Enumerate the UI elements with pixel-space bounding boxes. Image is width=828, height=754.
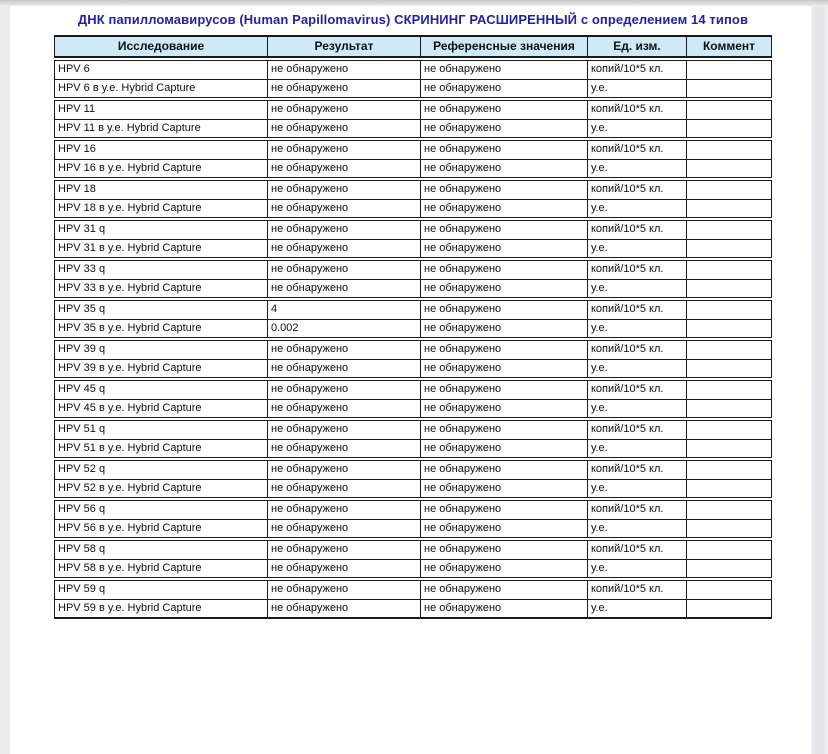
comment-cell bbox=[687, 440, 771, 457]
test-name-cell: HPV 11 в у.е. Hybrid Capture bbox=[55, 120, 268, 137]
comment-cell bbox=[687, 101, 771, 119]
result-cell: не обнаружено bbox=[268, 341, 421, 359]
table-row bbox=[55, 141, 771, 159]
result-cell: не обнаружено bbox=[268, 181, 421, 199]
unit-cell: копий/10*5 кл. bbox=[588, 301, 687, 319]
test-name-cell: HPV 58 q bbox=[55, 541, 268, 559]
reference-cell: не обнаружено bbox=[421, 560, 588, 577]
table-row bbox=[55, 501, 771, 519]
unit-cell: копий/10*5 кл. bbox=[588, 61, 687, 79]
result-cell: не обнаружено bbox=[268, 240, 421, 257]
comment-cell bbox=[687, 360, 771, 377]
results-table-body bbox=[54, 60, 772, 619]
unit-cell: у.е. bbox=[588, 80, 687, 97]
scrollbar[interactable] bbox=[813, 6, 827, 754]
reference-cell: не обнаружено bbox=[421, 381, 588, 399]
header-cell-comment: Коммент bbox=[702, 39, 756, 53]
table-row bbox=[55, 101, 771, 119]
header-cell-result: Результат bbox=[268, 37, 421, 56]
unit-cell: у.е. bbox=[588, 160, 687, 177]
header-cell-study: Исследование bbox=[55, 37, 268, 56]
reference-cell: не обнаружено bbox=[421, 501, 588, 519]
table-row bbox=[55, 359, 771, 377]
test-name-cell: HPV 6 bbox=[55, 61, 268, 79]
unit-cell: копий/10*5 кл. bbox=[588, 261, 687, 279]
table-row bbox=[55, 559, 771, 577]
top-edge-shadow bbox=[0, 0, 828, 6]
reference-cell: не обнаружено bbox=[421, 61, 588, 79]
unit-cell: у.е. bbox=[588, 480, 687, 497]
comment-cell bbox=[687, 141, 771, 159]
comment-cell bbox=[687, 461, 771, 479]
unit-cell: копий/10*5 кл. bbox=[588, 101, 687, 119]
comment-cell bbox=[687, 301, 771, 319]
reference-cell: не обнаружено bbox=[421, 541, 588, 559]
comment-cell bbox=[687, 221, 771, 239]
unit-cell: у.е. bbox=[588, 600, 687, 617]
table-row bbox=[55, 301, 771, 319]
test-name-cell: HPV 59 q bbox=[55, 581, 268, 599]
test-name-cell: HPV 33 в у.е. Hybrid Capture bbox=[55, 280, 268, 297]
comment-cell bbox=[687, 560, 771, 577]
table-row bbox=[55, 319, 771, 337]
result-cell: не обнаружено bbox=[268, 141, 421, 159]
unit-cell: у.е. bbox=[588, 520, 687, 537]
unit-cell: у.е. bbox=[588, 360, 687, 377]
comment-cell bbox=[687, 400, 771, 417]
table-row bbox=[55, 79, 771, 97]
result-cell: не обнаружено bbox=[268, 261, 421, 279]
result-cell: не обнаружено bbox=[268, 501, 421, 519]
comment-cell bbox=[687, 480, 771, 497]
table-row bbox=[55, 381, 771, 399]
reference-cell: не обнаружено bbox=[421, 160, 588, 177]
comment-cell bbox=[687, 381, 771, 399]
test-pair bbox=[54, 380, 772, 418]
table-row bbox=[55, 399, 771, 417]
test-name-cell: HPV 39 в у.е. Hybrid Capture bbox=[55, 360, 268, 377]
table-row bbox=[55, 261, 771, 279]
unit-cell: у.е. bbox=[588, 320, 687, 337]
table-row bbox=[55, 581, 771, 599]
reference-cell: не обнаружено bbox=[421, 520, 588, 537]
reference-cell: не обнаружено bbox=[421, 301, 588, 319]
comment-cell bbox=[687, 181, 771, 199]
comment-cell bbox=[687, 61, 771, 79]
unit-cell: у.е. bbox=[588, 560, 687, 577]
comment-cell bbox=[687, 501, 771, 519]
table-header-row bbox=[54, 35, 772, 58]
table-row bbox=[55, 479, 771, 497]
test-pair bbox=[54, 100, 772, 138]
test-pair bbox=[54, 180, 772, 218]
comment-cell bbox=[687, 120, 771, 137]
reference-cell: не обнаружено bbox=[421, 320, 588, 337]
reference-cell: не обнаружено bbox=[421, 141, 588, 159]
test-pair bbox=[54, 260, 772, 298]
test-name-cell: HPV 6 в у.е. Hybrid Capture bbox=[55, 80, 268, 97]
result-cell: не обнаружено bbox=[268, 280, 421, 297]
comment-cell bbox=[687, 240, 771, 257]
test-name-cell: HPV 45 q bbox=[55, 381, 268, 399]
result-cell: не обнаружено bbox=[268, 440, 421, 457]
reference-cell: не обнаружено bbox=[421, 101, 588, 119]
test-pair bbox=[54, 300, 772, 338]
reference-cell: не обнаружено bbox=[421, 221, 588, 239]
document-page bbox=[10, 0, 811, 754]
test-pair bbox=[54, 460, 772, 498]
table-row bbox=[55, 279, 771, 297]
comment-cell bbox=[687, 600, 771, 617]
table-row bbox=[55, 119, 771, 137]
result-cell: не обнаружено bbox=[268, 560, 421, 577]
comment-cell bbox=[687, 160, 771, 177]
table-row bbox=[55, 181, 771, 199]
table-row bbox=[55, 199, 771, 217]
table-row bbox=[55, 341, 771, 359]
left-page-margin bbox=[0, 0, 10, 754]
unit-cell: копий/10*5 кл. bbox=[588, 461, 687, 479]
comment-cell bbox=[687, 421, 771, 439]
header-cell-unit: Ед. изм. bbox=[588, 37, 687, 56]
test-pair bbox=[54, 580, 772, 619]
test-name-cell: HPV 31 в у.е. Hybrid Capture bbox=[55, 240, 268, 257]
reference-cell: не обнаружено bbox=[421, 440, 588, 457]
reference-cell: не обнаружено bbox=[421, 181, 588, 199]
test-name-cell: HPV 52 в у.е. Hybrid Capture bbox=[55, 480, 268, 497]
unit-cell: копий/10*5 кл. bbox=[588, 341, 687, 359]
table-row bbox=[55, 421, 771, 439]
test-pair bbox=[54, 340, 772, 378]
result-cell: не обнаружено bbox=[268, 101, 421, 119]
result-cell: 4 bbox=[268, 301, 421, 319]
test-name-cell: HPV 18 bbox=[55, 181, 268, 199]
comment-cell bbox=[687, 320, 771, 337]
result-cell: не обнаружено bbox=[268, 160, 421, 177]
table-row bbox=[55, 461, 771, 479]
unit-cell: копий/10*5 кл. bbox=[588, 141, 687, 159]
table-row bbox=[55, 221, 771, 239]
unit-cell: у.е. bbox=[588, 120, 687, 137]
results-table bbox=[54, 35, 772, 619]
test-name-cell: HPV 56 q bbox=[55, 501, 268, 519]
test-name-cell: HPV 51 в у.е. Hybrid Capture bbox=[55, 440, 268, 457]
test-name-cell: HPV 45 в у.е. Hybrid Capture bbox=[55, 400, 268, 417]
test-name-cell: HPV 11 bbox=[55, 101, 268, 119]
result-cell: не обнаружено bbox=[268, 520, 421, 537]
report-title: ДНК папилломавирусов (Human Papillomavirus) СКРИНИНГ РАСШИРЕННЫЙ с определением 14 типов bbox=[77, 12, 749, 27]
comment-cell bbox=[687, 520, 771, 537]
table-row bbox=[55, 61, 771, 79]
test-name-cell: HPV 35 q bbox=[55, 301, 268, 319]
reference-cell: не обнаружено bbox=[421, 280, 588, 297]
comment-cell bbox=[687, 280, 771, 297]
result-cell: не обнаружено bbox=[268, 200, 421, 217]
unit-cell: у.е. bbox=[588, 280, 687, 297]
unit-cell: копий/10*5 кл. bbox=[588, 221, 687, 239]
reference-cell: не обнаружено bbox=[421, 400, 588, 417]
unit-cell: у.е. bbox=[588, 440, 687, 457]
test-name-cell: HPV 58 в у.е. Hybrid Capture bbox=[55, 560, 268, 577]
reference-cell: не обнаружено bbox=[421, 240, 588, 257]
comment-cell bbox=[687, 341, 771, 359]
table-row bbox=[55, 439, 771, 457]
test-pair bbox=[54, 420, 772, 458]
result-cell: не обнаружено bbox=[268, 80, 421, 97]
result-cell: не обнаружено bbox=[268, 360, 421, 377]
unit-cell: копий/10*5 кл. bbox=[588, 581, 687, 599]
result-cell: не обнаружено bbox=[268, 480, 421, 497]
test-pair bbox=[54, 220, 772, 258]
unit-cell: у.е. bbox=[588, 200, 687, 217]
result-cell: не обнаружено bbox=[268, 400, 421, 417]
result-cell: не обнаружено bbox=[268, 61, 421, 79]
result-cell: не обнаружено bbox=[268, 581, 421, 599]
result-cell: не обнаружено bbox=[268, 541, 421, 559]
unit-cell: копий/10*5 кл. bbox=[588, 421, 687, 439]
result-cell: не обнаружено bbox=[268, 381, 421, 399]
unit-cell: у.е. bbox=[588, 400, 687, 417]
unit-cell: копий/10*5 кл. bbox=[588, 501, 687, 519]
reference-cell: не обнаружено bbox=[421, 480, 588, 497]
unit-cell: копий/10*5 кл. bbox=[588, 381, 687, 399]
test-name-cell: HPV 18 в у.е. Hybrid Capture bbox=[55, 200, 268, 217]
test-name-cell: HPV 35 в у.е. Hybrid Capture bbox=[55, 320, 268, 337]
reference-cell: не обнаружено bbox=[421, 600, 588, 617]
table-row bbox=[55, 541, 771, 559]
test-pair bbox=[54, 540, 772, 578]
unit-cell: копий/10*5 кл. bbox=[588, 181, 687, 199]
test-name-cell: HPV 51 q bbox=[55, 421, 268, 439]
test-name-cell: HPV 31 q bbox=[55, 221, 268, 239]
unit-cell: копий/10*5 кл. bbox=[588, 541, 687, 559]
reference-cell: не обнаружено bbox=[421, 461, 588, 479]
test-name-cell: HPV 16 bbox=[55, 141, 268, 159]
test-name-cell: HPV 56 в у.е. Hybrid Capture bbox=[55, 520, 268, 537]
reference-cell: не обнаружено bbox=[421, 120, 588, 137]
test-name-cell: HPV 52 q bbox=[55, 461, 268, 479]
result-cell: не обнаружено bbox=[268, 421, 421, 439]
test-pair bbox=[54, 60, 772, 98]
unit-cell: у.е. bbox=[588, 240, 687, 257]
result-cell: не обнаружено bbox=[268, 461, 421, 479]
report-content bbox=[54, 6, 772, 619]
reference-cell: не обнаружено bbox=[421, 261, 588, 279]
test-name-cell: HPV 33 q bbox=[55, 261, 268, 279]
test-pair bbox=[54, 500, 772, 538]
comment-cell bbox=[687, 581, 771, 599]
result-cell: не обнаружено bbox=[268, 120, 421, 137]
comment-cell bbox=[687, 541, 771, 559]
table-row bbox=[55, 239, 771, 257]
reference-cell: не обнаружено bbox=[421, 360, 588, 377]
result-cell: не обнаружено bbox=[268, 221, 421, 239]
header-cell-reference: Референсные значения bbox=[421, 37, 588, 56]
reference-cell: не обнаружено bbox=[421, 421, 588, 439]
test-name-cell: HPV 16 в у.е. Hybrid Capture bbox=[55, 160, 268, 177]
table-row bbox=[55, 519, 771, 537]
table-row bbox=[55, 159, 771, 177]
reference-cell: не обнаружено bbox=[421, 341, 588, 359]
result-cell: 0.002 bbox=[268, 320, 421, 337]
test-name-cell: HPV 39 q bbox=[55, 341, 268, 359]
reference-cell: не обнаружено bbox=[421, 80, 588, 97]
result-cell: не обнаружено bbox=[268, 600, 421, 617]
comment-cell bbox=[687, 80, 771, 97]
reference-cell: не обнаружено bbox=[421, 200, 588, 217]
comment-cell bbox=[687, 200, 771, 217]
reference-cell: не обнаружено bbox=[421, 581, 588, 599]
comment-cell bbox=[687, 261, 771, 279]
test-name-cell: HPV 59 в у.е. Hybrid Capture bbox=[55, 600, 268, 617]
table-row bbox=[55, 599, 771, 617]
test-pair bbox=[54, 140, 772, 178]
